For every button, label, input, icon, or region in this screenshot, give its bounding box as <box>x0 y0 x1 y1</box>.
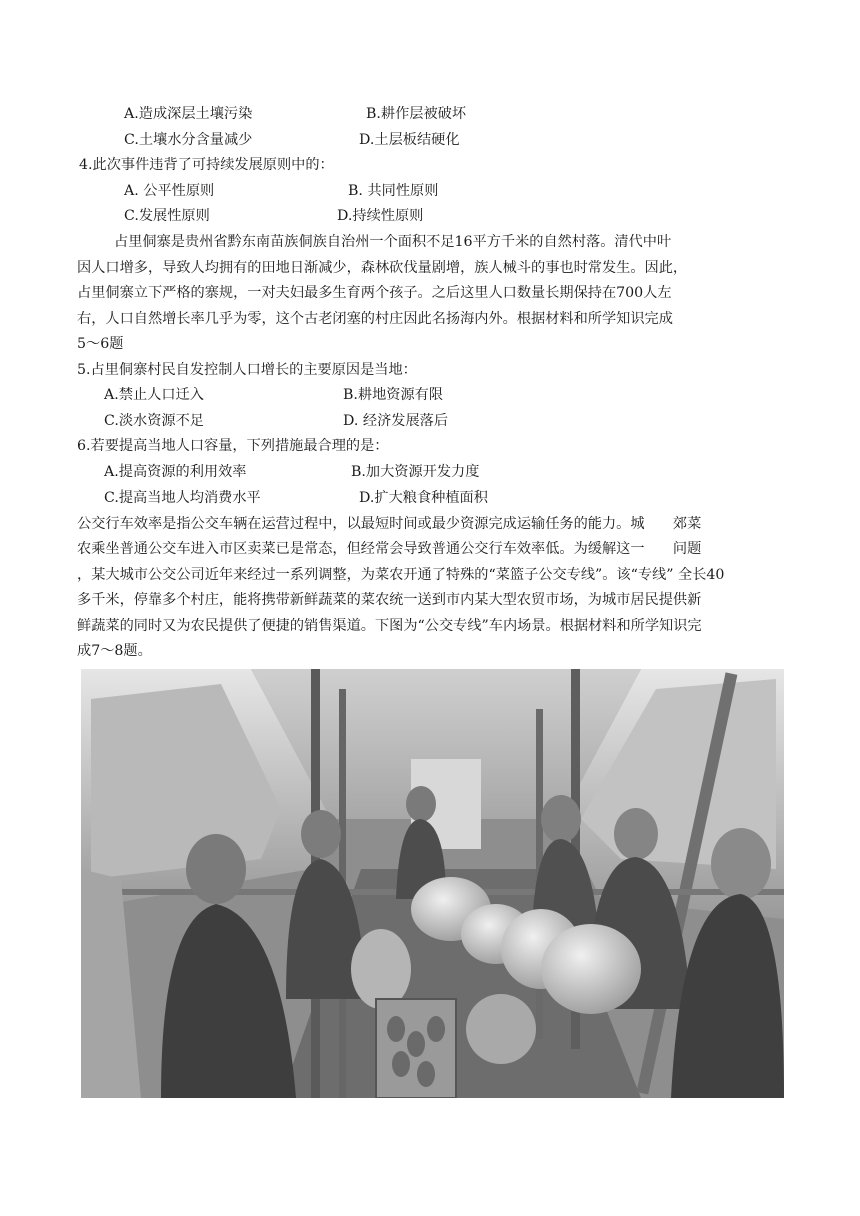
q6-option-d: D.扩大粮食种植面积 <box>359 490 488 506</box>
q5-option-a: A.禁止人口迁入 <box>104 387 204 403</box>
q4-option-c: C.发展性原则 <box>124 208 210 224</box>
passage2-line: 多千米，停靠多个村庄，能将携带新鲜蔬菜的菜农统一送到市内某大型农贸市场，为城市居民提供新 <box>77 592 702 608</box>
passage1-line: 因人口增多，导致人均拥有的田地日渐减少，森林砍伐量剧增，族人械斗的事也时常发生。因此， <box>77 260 688 276</box>
passage1-line: 右，人口自然增长率几乎为零，这个古老闭塞的村庄因此名扬海内外。根据材料和所学知识完成 <box>77 311 673 327</box>
bus-interior-photo <box>81 669 784 1098</box>
q6-stem: 6.若要提高当地人口容量，下列措施最合理的是： <box>77 438 389 454</box>
q5-option-d: D. 经济发展落后 <box>343 413 449 429</box>
q4-stem: 4.此次事件违背了可持续发展原则中的： <box>79 157 334 173</box>
q5-stem: 5.占里侗寨村民自发控制人口增长的主要原因是当地： <box>77 362 417 378</box>
q6-option-c: C.提高当地人均消费水平 <box>104 490 261 506</box>
passage1-line: 5～6题 <box>77 336 124 352</box>
passage2-line: 鲜蔬菜的同时又为农民提供了便捷的销售渠道。下图为“公交专线”车内场景。根据材料和所学知识完 <box>77 618 702 634</box>
q5-option-b: B.耕地资源有限 <box>343 387 444 403</box>
q6-option-b: B.加大资源开发力度 <box>351 464 480 480</box>
q5-option-c: C.淡水资源不足 <box>104 413 204 429</box>
q3-option-b: B.耕作层被破坏 <box>366 106 467 122</box>
q3-option-c: C.土壤水分含量减少 <box>124 132 253 148</box>
q4-option-d: D.持续性原则 <box>337 208 424 224</box>
passage2-line: ，某大城市公交公司近年来经过一系列调整，为菜农开通了特殊的“菜篮子公交专线”。该“专线” 全长40 <box>77 567 725 583</box>
q6-option-a: A.提高资源的利用效率 <box>104 464 247 480</box>
passage2-line: 成7～8题。 <box>77 643 152 659</box>
q3-option-a: A.造成深层土壤污染 <box>124 106 253 122</box>
q3-option-d: D.土层板结硬化 <box>359 132 460 148</box>
q4-option-a: A. 公平性原则 <box>124 183 215 199</box>
passage1-line: 占里侗寨立下严格的寨规，一对夫妇最多生育两个孩子。之后这里人口数量长期保持在700人左 <box>77 285 672 301</box>
passage2-line: 公交行车效率是指公交车辆在运营过程中，以最短时间或最少资源完成运输任务的能力。城 郊菜 <box>77 516 702 532</box>
passage2-line: 农乘坐普通公交车进入市区卖菜已是常态，但经常会导致普通公交行车效率低。为缓解这一 问题 <box>77 541 702 557</box>
q4-option-b: B. 共同性原则 <box>348 183 439 199</box>
passage1-line: 占里侗寨是贵州省黔东南苗族侗族自治州一个面积不足16平方千米的自然村落。清代中叶 <box>114 234 672 250</box>
